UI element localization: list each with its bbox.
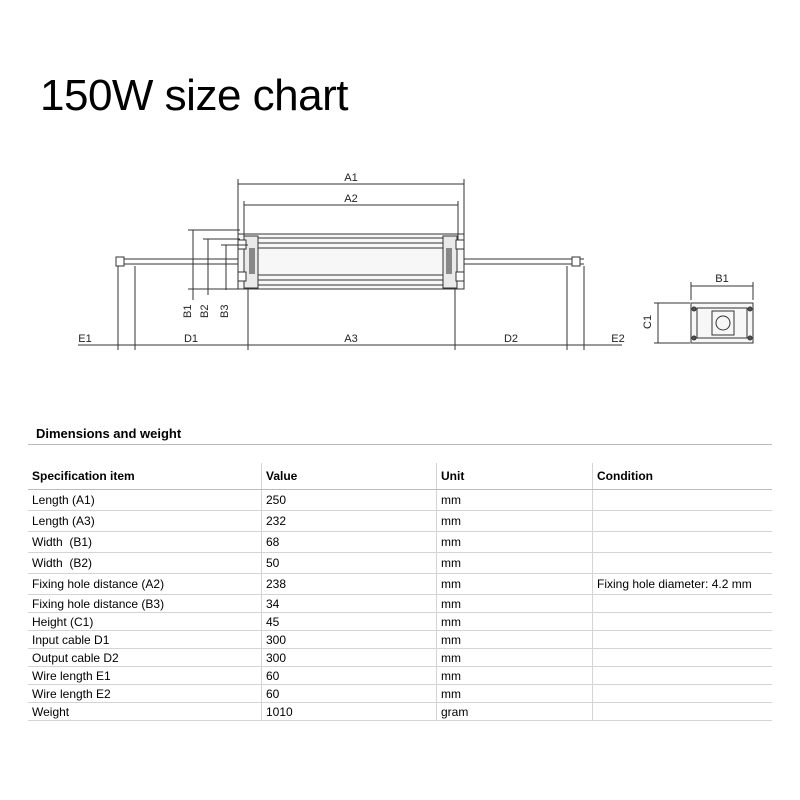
- table-row: [28, 553, 772, 574]
- cell-value: 60: [262, 685, 437, 703]
- cell-unit: mm: [437, 574, 593, 595]
- driver-body: [238, 234, 464, 289]
- end-view: [654, 282, 753, 343]
- cell-spec-item: Input cable D1: [28, 631, 262, 649]
- cell-spec-item: Length (A1): [28, 490, 262, 511]
- cell-unit: mm: [437, 532, 593, 553]
- cell-unit: mm: [437, 631, 593, 649]
- header-spec-item: Specification item: [28, 463, 262, 490]
- cell-condition: [593, 685, 773, 703]
- spec-table: [28, 463, 772, 721]
- table-row: [28, 667, 772, 685]
- label-d1: D1: [183, 333, 199, 345]
- label-end-c1: C1: [642, 314, 654, 329]
- cell-spec-item: Width (B1): [28, 532, 262, 553]
- label-a2: A2: [344, 193, 358, 205]
- table-header-row: [28, 463, 772, 490]
- cell-condition: Fixing hole diameter: 4.2 mm: [593, 574, 773, 595]
- cell-spec-item: Weight: [28, 703, 262, 721]
- header-unit: Unit: [437, 463, 593, 490]
- page-title: 150W size chart: [40, 71, 348, 120]
- cell-value: 300: [262, 649, 437, 667]
- table-row: [28, 532, 772, 553]
- cell-value: 232: [262, 511, 437, 532]
- label-a3: A3: [344, 333, 358, 345]
- section-title: Dimensions and weight: [36, 426, 182, 441]
- label-d2: D2: [503, 333, 519, 345]
- cell-unit: mm: [437, 685, 593, 703]
- table-row: [28, 574, 772, 595]
- label-b1: B1: [182, 304, 194, 318]
- label-b2: B2: [199, 304, 211, 318]
- cell-spec-item: Fixing hole distance (A2): [28, 574, 262, 595]
- cell-spec-item: Output cable D2: [28, 649, 262, 667]
- cell-unit: mm: [437, 667, 593, 685]
- label-e2: E2: [611, 333, 625, 345]
- cell-value: 50: [262, 553, 437, 574]
- output-cable: [464, 257, 584, 266]
- cell-spec-item: Wire length E1: [28, 667, 262, 685]
- cell-condition: [593, 631, 773, 649]
- label-end-b1: B1: [715, 273, 729, 285]
- table-row: [28, 490, 772, 511]
- cell-condition: [593, 511, 773, 532]
- cell-condition: [593, 667, 773, 685]
- cell-condition: [593, 649, 773, 667]
- cell-unit: mm: [437, 553, 593, 574]
- table-row: [28, 649, 772, 667]
- label-b3: B3: [219, 304, 231, 318]
- cell-condition: [593, 613, 773, 631]
- cell-condition: [593, 532, 773, 553]
- input-cable: [116, 257, 238, 266]
- cell-value: 68: [262, 532, 437, 553]
- header-condition: Condition: [593, 463, 773, 490]
- cell-spec-item: Length (A3): [28, 511, 262, 532]
- cell-unit: mm: [437, 649, 593, 667]
- cell-spec-item: Wire length E2: [28, 685, 262, 703]
- table-row: [28, 685, 772, 703]
- header-value: Value: [262, 463, 437, 490]
- table-row: [28, 613, 772, 631]
- cell-value: 60: [262, 667, 437, 685]
- cell-unit: mm: [437, 613, 593, 631]
- cell-value: 45: [262, 613, 437, 631]
- cell-value: 300: [262, 631, 437, 649]
- table-row: [28, 511, 772, 532]
- cell-value: 1010: [262, 703, 437, 721]
- table-row: [28, 703, 772, 721]
- section-divider: [28, 444, 772, 445]
- cell-unit: mm: [437, 511, 593, 532]
- cell-unit: mm: [437, 490, 593, 511]
- cell-condition: [593, 703, 773, 721]
- table-row: [28, 631, 772, 649]
- cell-unit: gram: [437, 703, 593, 721]
- cell-value: 34: [262, 595, 437, 613]
- cell-condition: [593, 595, 773, 613]
- cell-spec-item: Height (C1): [28, 613, 262, 631]
- label-e1: E1: [78, 333, 92, 345]
- cell-unit: mm: [437, 595, 593, 613]
- cell-value: 250: [262, 490, 437, 511]
- cell-condition: [593, 553, 773, 574]
- cell-value: 238: [262, 574, 437, 595]
- label-a1: A1: [344, 172, 358, 184]
- cell-spec-item: Width (B2): [28, 553, 262, 574]
- cell-spec-item: Fixing hole distance (B3): [28, 595, 262, 613]
- cell-condition: [593, 490, 773, 511]
- table-row: [28, 595, 772, 613]
